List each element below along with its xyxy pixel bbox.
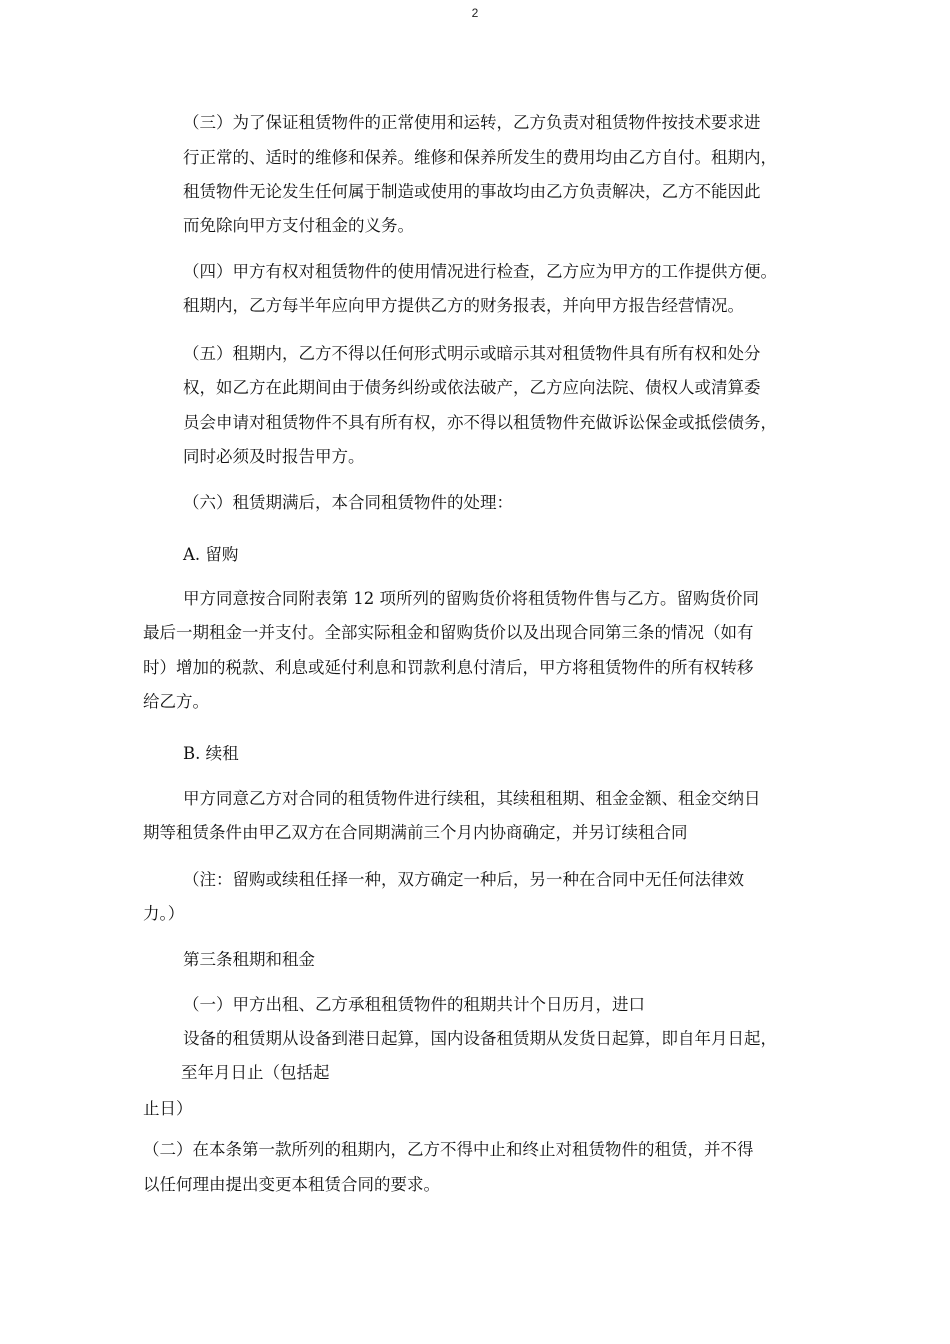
note-line-1: （注：留购或续租任择一种，双方确定一种后，另一种在合同中无任何法律效: [183, 870, 744, 889]
article-3-clause-2-line-2: 以任何理由提出变更本租赁合同的要求。: [143, 1175, 440, 1194]
clause-3-line-3: 租赁物件无论发生任何属于制造或使用的事故均由乙方负责解决，乙方不能因此: [183, 182, 761, 201]
page-number: 2: [471, 6, 479, 20]
clause-5-line-3: 员会申请对租赁物件不具有所有权，亦不得以租赁物件充做诉讼保金或抵偿债务，: [183, 413, 777, 432]
option-b-line-2: 期等租赁条件由甲乙双方在合同期满前三个月内协商确定，并另订续租合同: [143, 823, 688, 842]
article-3-clause-1-line-4: 止日）: [143, 1099, 193, 1118]
note-line-2: 力。）: [143, 904, 185, 923]
option-a-line-2: 最后一期租金一并支付。全部实际租金和留购货价以及出现合同第三条的情况（如有: [143, 623, 754, 642]
article-3-clause-1-line-3: 至年月日止（包括起: [181, 1063, 330, 1082]
option-a-heading: A. 留购: [183, 545, 239, 564]
clause-4-line-2: 租期内，乙方每半年应向甲方提供乙方的财务报表，并向甲方报告经营情况。: [183, 296, 744, 315]
clause-5-line-1: （五）租期内，乙方不得以任何形式明示或暗示其对租赁物件具有所有权和处分: [183, 344, 761, 363]
option-a-line-1: 甲方同意按合同附表第 12 项所列的留购货价将租赁物件售与乙方。留购货价同: [183, 589, 759, 608]
clause-6-heading: （六）租赁期满后，本合同租赁物件的处理：: [183, 493, 513, 512]
option-a-line-3: 时）增加的税款、利息或延付利息和罚款利息付清后，甲方将租赁物件的所有权转移: [143, 658, 754, 677]
option-b-line-1: 甲方同意乙方对合同的租赁物件进行续租，其续租租期、租金金额、租金交纳日: [183, 789, 761, 808]
clause-5-line-2: 权，如乙方在此期间由于债务纠纷或依法破产，乙方应向法院、债权人或清算委: [183, 378, 761, 397]
article-3-clause-2-line-1: （二）在本条第一款所列的租期内，乙方不得中止和终止对租赁物件的租赁，并不得: [143, 1140, 754, 1159]
article-3-title: 第三条租期和租金: [183, 950, 315, 969]
clause-4-line-1: （四）甲方有权对租赁物件的使用情况进行检查，乙方应为甲方的工作提供方便。: [183, 262, 777, 281]
clause-3-line-2: 行正常的、适时的维修和保养。维修和保养所发生的费用均由乙方自付。租期内，: [183, 148, 777, 167]
article-3-clause-1-line-2: 设备的租赁期从设备到港日起算，国内设备租赁期从发货日起算，即自年月日起，: [183, 1029, 777, 1048]
clause-3-line-4: 而免除向甲方支付租金的义务。: [183, 216, 414, 235]
option-b-heading: B. 续租: [183, 744, 239, 763]
clause-5-line-4: 同时必须及时报告甲方。: [183, 447, 365, 466]
article-3-clause-1-line-1: （一）甲方出租、乙方承租租赁物件的租期共计个日历月，进口: [183, 995, 645, 1014]
option-a-line-4: 给乙方。: [143, 692, 209, 711]
clause-3-line-1: （三）为了保证租赁物件的正常使用和运转，乙方负责对租赁物件按技术要求进: [183, 113, 761, 132]
